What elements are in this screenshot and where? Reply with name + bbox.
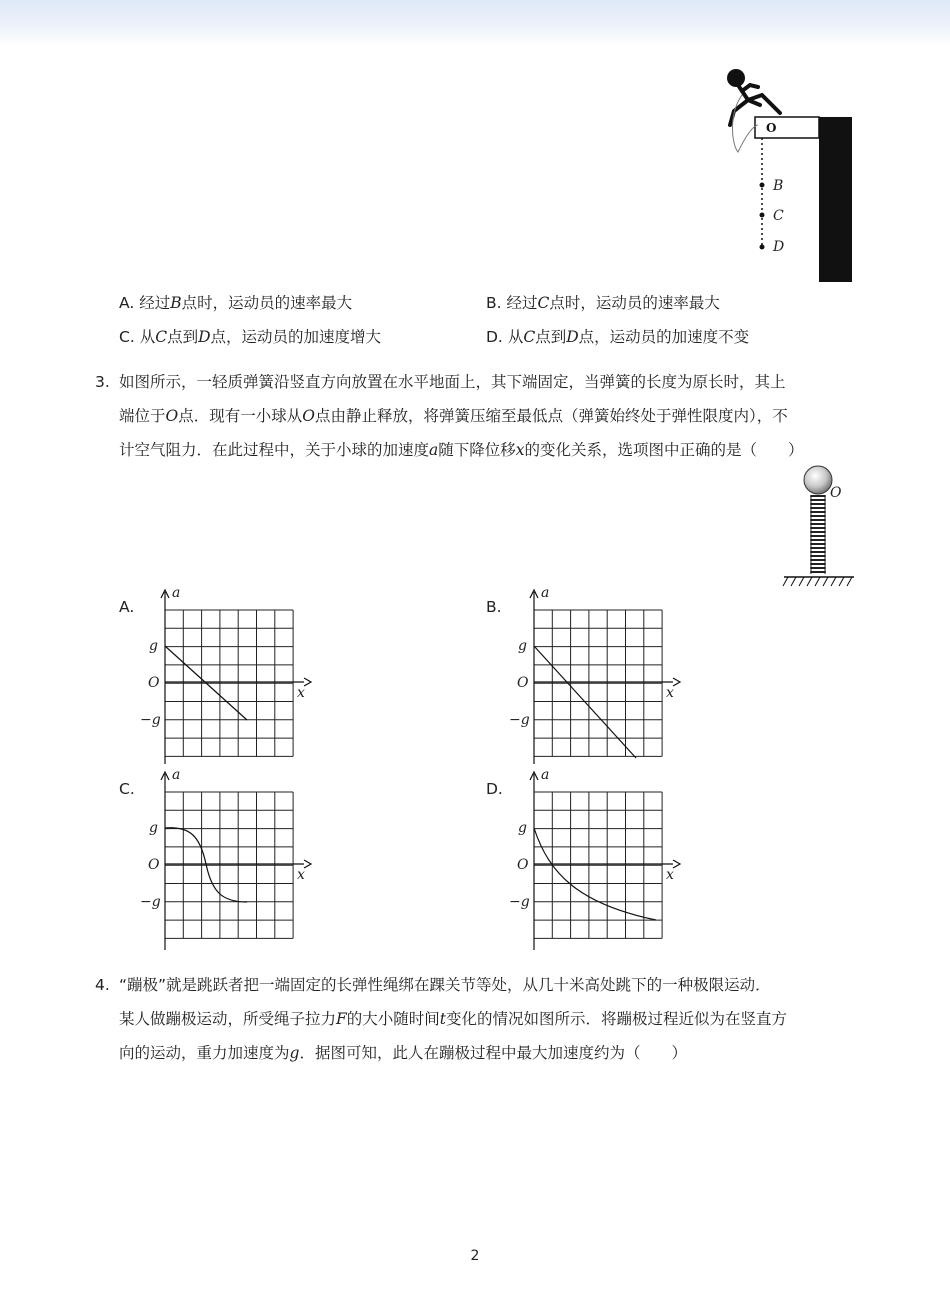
ball bbox=[804, 466, 832, 494]
q4-line-3: 向的运动，重力加速度为g．据图可知，此人在蹦极过程中最大加速度约为（ ） bbox=[119, 1044, 687, 1062]
graph-b-x-arrow bbox=[673, 678, 680, 686]
graph-c-grid bbox=[165, 792, 293, 938]
graph-a-x-arrow bbox=[304, 678, 311, 686]
graph-d-axis-x: x bbox=[666, 867, 674, 883]
platform bbox=[755, 117, 819, 138]
graph-c-x-arrow bbox=[304, 860, 311, 868]
q3-line-1: 如图所示，一轻质弹簧沿竖直方向放置在水平地面上，其下端固定，当弹簧的长度为原长时，其上 bbox=[119, 373, 786, 391]
spring-coil bbox=[811, 496, 825, 572]
spring-label-o: O bbox=[830, 485, 842, 501]
graph-b-label[interactable]: B. bbox=[486, 598, 502, 616]
graph-c-axis-y: a bbox=[172, 767, 181, 783]
graph-b-origin: O bbox=[517, 675, 529, 691]
q2-option-b[interactable]: B. 经过C点时，运动员的速率最大 bbox=[486, 294, 720, 312]
q2-option-a[interactable]: A. 经过B点时，运动员的速率最大 bbox=[119, 294, 353, 312]
graph-a-grid bbox=[165, 610, 293, 756]
graph-b-axis-x: x bbox=[666, 685, 674, 701]
point-b bbox=[760, 183, 765, 188]
graph-d-origin: O bbox=[517, 857, 529, 873]
q3-number: 3. bbox=[95, 373, 110, 391]
graph-d-label[interactable]: D. bbox=[486, 780, 503, 798]
bungee-figure bbox=[720, 65, 860, 290]
graph-d[interactable] bbox=[509, 764, 689, 954]
graph-b-grid bbox=[534, 610, 662, 756]
q4-line-2: 某人做蹦极运动，所受绳子拉力F的大小随时间t变化的情况如图所示．将蹦极过程近似为在竖直方 bbox=[119, 1010, 788, 1028]
graph-b[interactable] bbox=[509, 582, 689, 767]
graph-a-label[interactable]: A. bbox=[119, 598, 135, 616]
q4-line-1: “蹦极”就是跳跃者把一端固定的长弹性绳绑在踝关节等处，从几十米高处跳下的一种极限运动． bbox=[119, 976, 771, 994]
graph-d-y-pos: g bbox=[518, 820, 527, 836]
graph-c-y-neg: −g bbox=[140, 894, 161, 910]
q4-stem bbox=[119, 968, 787, 1070]
graph-a-axis-y: a bbox=[172, 585, 181, 601]
label-d: D bbox=[773, 239, 785, 255]
graph-d-axis-y: a bbox=[541, 767, 550, 783]
label-b: B bbox=[773, 178, 784, 194]
graph-c-origin: O bbox=[148, 857, 160, 873]
label-c: C bbox=[773, 208, 784, 224]
page-header-band bbox=[0, 0, 950, 46]
graph-c-axis-x: x bbox=[297, 867, 305, 883]
page-number: 2 bbox=[470, 1248, 480, 1264]
graph-a-y-neg: −g bbox=[140, 712, 161, 728]
point-c bbox=[760, 213, 765, 218]
q3-line-3: 计空气阻力．在此过程中，关于小球的加速度a随下降位移x的变化关系，选项图中正确的是（ ） bbox=[119, 441, 804, 459]
wall bbox=[819, 117, 852, 282]
graph-a-origin: O bbox=[148, 675, 160, 691]
graph-a-axis-x: x bbox=[297, 685, 305, 701]
q2-option-c[interactable]: C. 从C点到D点，运动员的加速度增大 bbox=[119, 328, 382, 346]
q2-option-d[interactable]: D. 从C点到D点，运动员的加速度不变 bbox=[486, 328, 750, 346]
figure-label-o: O bbox=[766, 121, 777, 135]
graph-c[interactable] bbox=[140, 764, 320, 954]
point-d bbox=[760, 245, 765, 250]
q3-line-2: 端位于O点．现有一小球从O点由静止释放，将弹簧压缩至最低点（弹簧始终处于弹性限度内），不 bbox=[119, 407, 788, 425]
q3-stem bbox=[119, 365, 804, 467]
graph-b-axis-y: a bbox=[541, 585, 550, 601]
graph-d-x-arrow bbox=[673, 860, 680, 868]
spring-figure bbox=[780, 462, 860, 592]
graph-a[interactable] bbox=[140, 582, 320, 767]
q4-number: 4. bbox=[95, 976, 110, 994]
graph-b-y-neg: −g bbox=[509, 712, 530, 728]
graph-c-label[interactable]: C. bbox=[119, 780, 135, 798]
ground-hatch bbox=[783, 577, 852, 586]
graph-a-y-pos: g bbox=[149, 638, 158, 654]
jumper-head bbox=[727, 69, 745, 87]
graph-c-y-pos: g bbox=[149, 820, 158, 836]
graph-b-y-pos: g bbox=[518, 638, 527, 654]
graph-d-y-neg: −g bbox=[509, 894, 530, 910]
